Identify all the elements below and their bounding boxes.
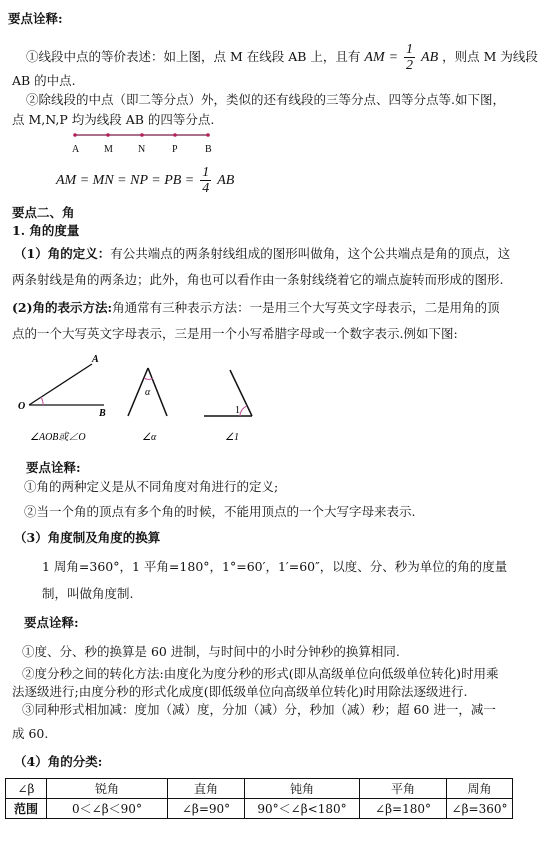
table-header-cell: 钝角 [245,779,360,799]
ray-slant [230,370,252,416]
segment-figure [60,126,230,156]
point-a [73,133,77,137]
label-b: B [99,408,106,419]
subheading-angle-classification: （4）角的分类: [14,754,103,769]
caption-angle-aob: ∠AOB或∠O [30,432,86,443]
midpoint-statement-cont: AB 的中点. [12,73,76,88]
label-p: P [172,144,178,155]
angle-notation: (2)角的表示方法:角通常有三种表示方法：一是用三个大写英文字母表示，二是用角的顶 [12,300,500,315]
angle-alpha-figure [122,360,182,445]
ray-oa [29,364,92,405]
subheading-degree-system: （3）角度制及角度的换算 [14,530,161,545]
note-heading-2: 要点诠释: [26,460,81,475]
table-cell: ∠β=180° [360,799,447,819]
conversion-note-2-cont: 法逐级进行;由度分秒的形式化成度(即低级单位向高级单位转化)时用除法逐级进行. [12,684,468,699]
label-b: B [205,144,212,155]
angle-definition-cont: 两条射线是角的两条边；此外，角也可以看作由一条射线绕着它的端点旋转而形成的图形. [12,272,504,287]
angle-aob-figure [12,352,112,447]
angle-classification-table [5,778,513,819]
label-a: A [72,144,80,155]
table-header-row [6,779,513,799]
table-cell: 0＜∠β＜90° [47,799,168,819]
angle-notation-cont: 点的一个大写英文字母表示，三是用一个小写希腊字母或一个数字表示.例如下图: [12,326,458,341]
label-n: N [138,144,146,155]
quarter-equation: AM = MN = NP = PB = $\frac{1}{4}$ AB [56,165,235,196]
note-heading-3: 要点诠释: [24,615,79,630]
subheading-angle-measure: 1. 角的度量 [12,223,80,238]
note-item-1: ①角的两种定义是从不同角度对角进行的定义; [24,479,279,494]
label-one: 1 [235,405,240,416]
degree-units-text-cont: 制，叫做角度制. [42,586,134,601]
table-header-cell: 直角 [168,779,245,799]
table-row [6,799,513,819]
ray-right [148,368,167,416]
label-m: M [104,144,113,155]
table-cell: ∠β=360° [447,799,513,819]
note-item-2: ②当一个角的顶点有多个角的时候，不能用顶点的一个大写字母来表示. [24,504,416,519]
section-heading-angle: 要点二、角 [12,205,75,220]
conversion-note-1: ①度、分、秒的换算是 60 进制，与时间中的小时分钟秒的换算相同. [22,644,400,659]
point-n [140,133,144,137]
note-heading-1: 要点诠释: [8,11,63,26]
conversion-note-3-cont: 成 60. [12,726,49,741]
midpoint-statement: ①线段中点的等价表述：如上图，点 M 在线段 AB 上，且有 AM = $\frac{1}{2}$ AB ，则点 M 为线段 [26,42,538,73]
table-header-cell: 周角 [447,779,513,799]
point-m [106,133,110,137]
point-p [173,133,177,137]
table-cell: ∠β=90° [168,799,245,819]
table-cell: 范围 [6,799,47,819]
angle-definition: （1）角的定义：有公共端点的两条射线组成的图形叫做角，这个公共端点是角的顶点，这 [14,246,511,261]
label-o: O [18,401,26,412]
conversion-note-2: ②度分秒之间的转化方法:由度化为度分秒的形式(即从高级单位向低级单位转化)时用乘 [22,666,499,681]
label-a: A [92,354,99,365]
degree-units-text: 1 周角=360°，1 平角=180°，1°=60′，1′=60″，以度、分、秒为单位的角的度量 [42,559,508,574]
angle-arc [41,397,43,405]
angle-one-figure [198,360,268,445]
caption-angle-alpha: ∠α [142,432,157,443]
point-b [206,133,210,137]
fraction-one-half: $\frac{1}{2}$ [406,42,414,73]
conversion-note-3: ③同种形式相加减：度加（减）度，分加（减）分，秒加（减）秒；超 60 进一，减一 [22,702,496,717]
table-header-cell: ∠β [6,779,47,799]
angle-arc [144,378,153,380]
caption-angle-one: ∠1 [225,432,239,443]
quarter-points-text-cont: 点 M,N,P 均为线段 AB 的四等分点. [12,112,215,127]
angle-arc [240,406,247,416]
label-alpha: α [145,387,151,398]
table-header-cell: 锐角 [47,779,168,799]
fraction-one-quarter: $\frac{1}{4}$ [202,165,210,196]
table-cell: 90°＜∠β<180° [245,799,360,819]
table-header-cell: 平角 [360,779,447,799]
quarter-points-text: ②除线段的中点（即二等分点）外，类似的还有线段的三等分点、四等分点等.如下图， [26,92,505,107]
